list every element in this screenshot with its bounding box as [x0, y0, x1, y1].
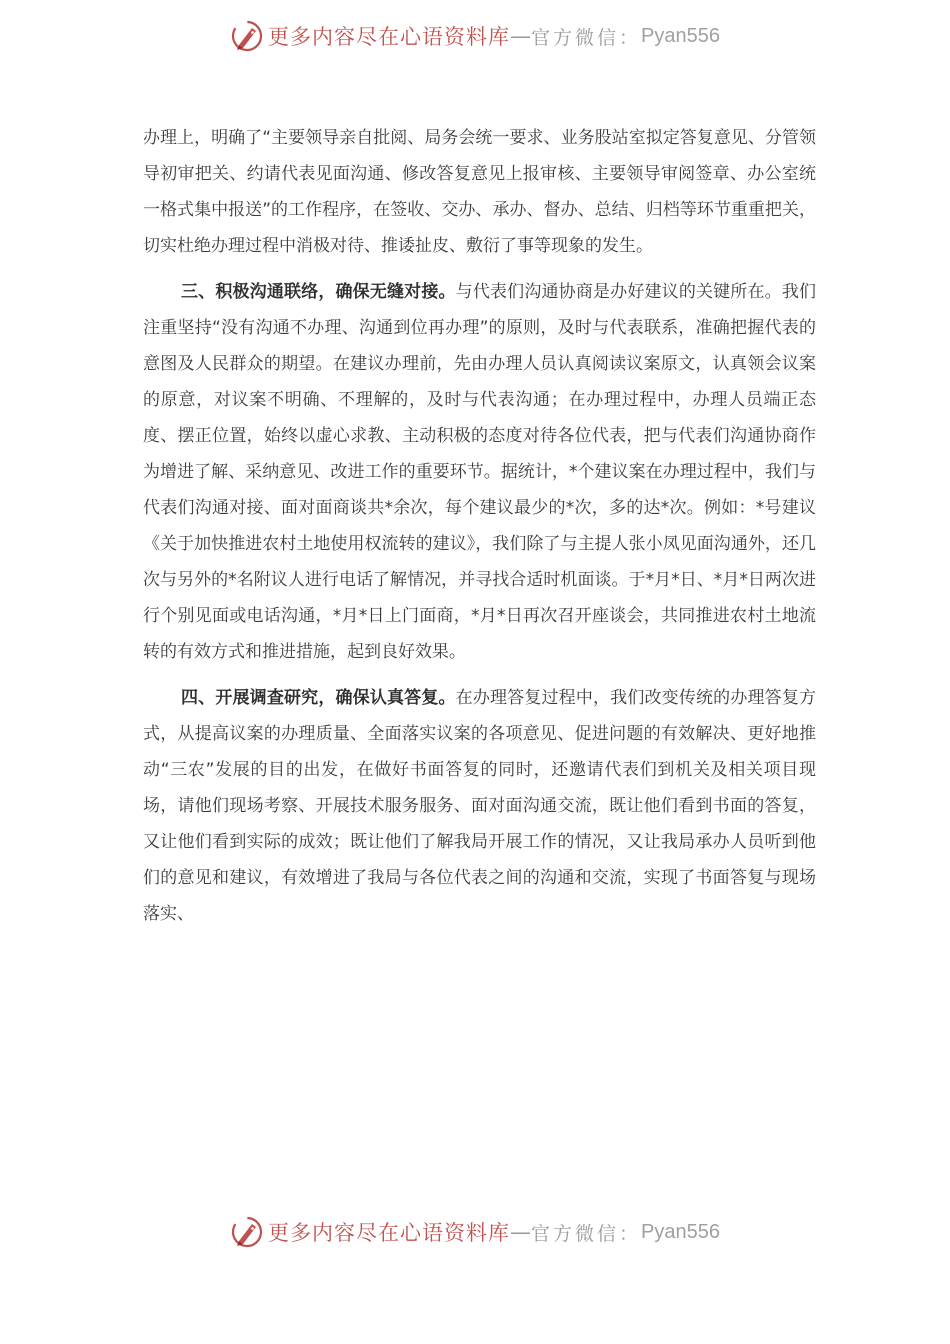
header-brand-text: 更多内容尽在心语资料库: [268, 25, 510, 49]
paragraph-section-3: [143, 274, 816, 670]
pen-logo-icon: [230, 19, 264, 53]
paragraph-continued: 办理上，明确了“主要领导亲自批阅、局务会统一要求、业务股站室拟定答复意见、分管领导初审把关、约请代表见面沟通、修改答复意见上报审核、主要领导审阅签章、办公室统一格式集中报送”的工作程序，在签收、交办、承办、督办、总结、归档等环节重重把关，切实杜绝办理过程中消极对待、推诿扯皮、敷衍了事等现象的发生。: [143, 128, 816, 256]
header-wechat-label: 官方微信：: [531, 26, 642, 49]
section-4-body: 在办理答复过程中，我们改变传统的办理答复方式，从提高议案的办理质量、全面落实议案的各项意见、促进问题的有效解决、更好地推动“三农”发展的目的出发，在做好书面答复的同时，还邀请代表们到机关及相关项目现场，请他们现场考察、开展技术服务服务、面对面沟通交流，既让他们看到书面的答复，又让他们看到实际的成效；既让他们了解我局开展工作的情况，又让我局承办人员听到他们的意见和建议，有效增进了我局与各位代表之间的沟通和交流，实现了书面答复与现场落实、: [143, 688, 817, 924]
section-3-body: 与代表们沟通协商是办好建议的关键所在。我们注重坚持“没有沟通不办理、沟通到位再办理”的原则，及时与代表联系，准确把握代表的意图及人民群众的期望。在建议办理前，先由办理人员认真阅读议案原文，认真领会议案的原意，对议案不明确、不理解的，及时与代表沟通；在办理过程中，办理人员端正态度、摆正位置，始终以虚心求教、主动积极的态度对待各位代表，把与代表们沟通协商作为增进了解、采纳意见、改进工作的重要环节。据统计，*个建议案在办理过程中，我们与代表们沟通对接、面对面商谈共*余次，每个建议最少的*次，多的达*次。例如：*号建议《关于加快推进农村土地使用权流转的建议》，我们除了与主提人张小凤见面沟通外，还几次与另外的*名附议人进行电话了解情况，并寻找合适时机面谈。于*月*日、*月*日两次进行个别见面或电话沟通，*月*日上门面商，*月*日再次召开座谈会，共同推进农村土地流转的有效方式和推进措施，起到良好效果。: [143, 282, 817, 662]
footer-wechat-id: Pyan556: [641, 1220, 720, 1243]
pen-logo-icon: [230, 1215, 264, 1249]
section-3-heading: 三、积极沟通联络，确保无缝对接。: [181, 282, 456, 302]
header-banner: [0, 16, 950, 56]
document-body: [143, 120, 816, 932]
section-4-heading: 四、开展调查研究，确保认真答复。: [181, 688, 456, 708]
header-wechat-id: Pyan556: [641, 24, 720, 47]
paragraph-section-4: [143, 680, 816, 932]
header-separator: —: [510, 24, 531, 48]
footer-wechat-label: 官方微信：: [531, 1222, 642, 1245]
footer-banner: [0, 1212, 950, 1252]
footer-brand-text: 更多内容尽在心语资料库: [268, 1221, 510, 1245]
footer-separator: —: [510, 1220, 531, 1244]
